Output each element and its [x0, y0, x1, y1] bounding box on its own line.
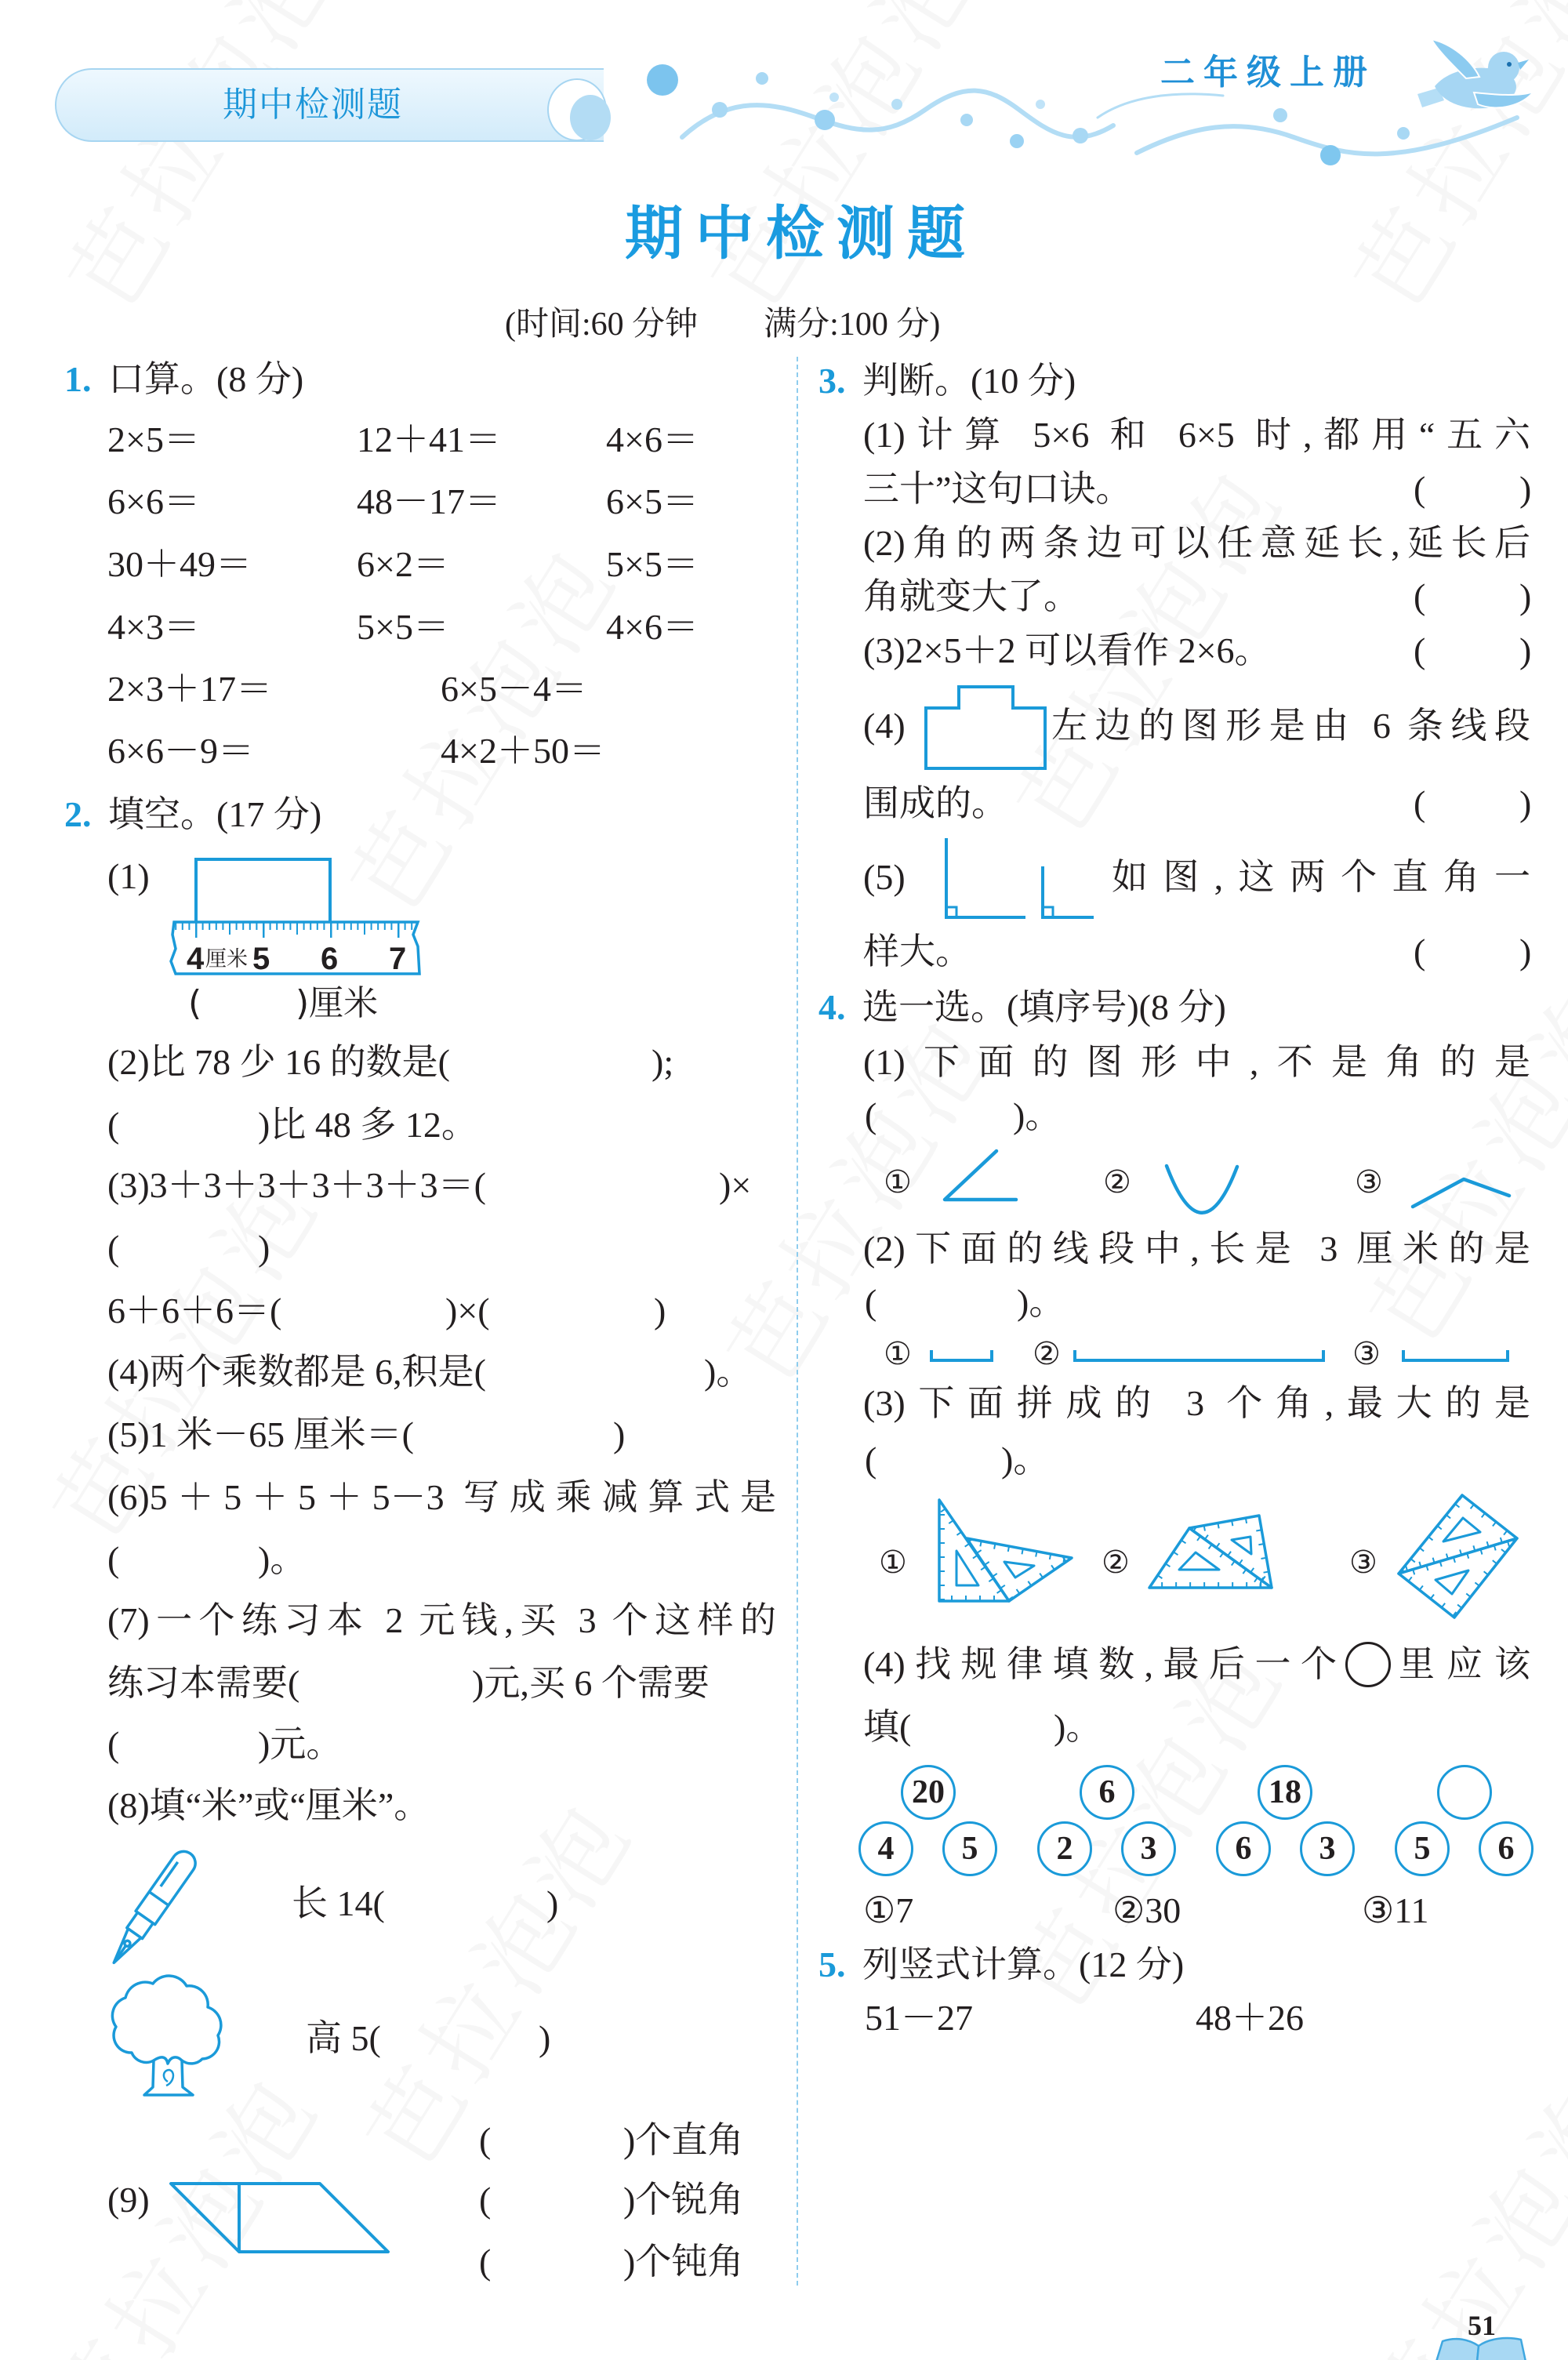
- calc-item: 6×6－9＝: [107, 731, 254, 771]
- q2-8-pen-text: 长 14(: [292, 1883, 385, 1923]
- q2-5-text: (5)1 米－65 厘米＝(: [107, 1414, 414, 1454]
- pattern-circle-right: 5: [942, 1821, 997, 1876]
- judge-close: ): [1519, 931, 1532, 971]
- ruler-label-5: 5: [252, 942, 270, 976]
- bird-icon: [1417, 39, 1534, 108]
- q4-2-answer-open: (: [865, 1282, 877, 1322]
- pattern-circle-left: 6: [1216, 1821, 1271, 1876]
- pattern-circle-top-empty: [1437, 1765, 1492, 1820]
- vertical-calc-problem: 48＋26: [1196, 1998, 1304, 2038]
- ruler-label-unit: 厘米: [205, 947, 248, 971]
- q2-9-row-obtuse-angle: )个钝角: [623, 2242, 744, 2282]
- blank-circle-icon: [1345, 1642, 1391, 1687]
- segment-short: [931, 1350, 992, 1360]
- q2-6-line1: (6)5＋5＋5＋5－3 写成乘减算式是: [107, 1477, 776, 1517]
- judge-close: ): [1519, 469, 1532, 509]
- calc-item: 30＋49＝: [107, 544, 252, 584]
- option-marker-3: ③: [1355, 1164, 1383, 1200]
- header-wave-decoration: [682, 91, 1517, 154]
- q2-7-line2: 练习本需要(: [107, 1663, 300, 1703]
- option-marker-1: ①: [884, 1164, 912, 1200]
- option-marker-2: ②: [1102, 1545, 1130, 1581]
- q2-1-answer-close: )厘米: [296, 983, 379, 1023]
- q2-7-line3-open: (: [107, 1724, 120, 1764]
- option-caret-shape: [1413, 1179, 1509, 1207]
- q3-1-line1: (1)计算 5×6 和 6×5 时,都用“五六: [863, 415, 1530, 455]
- q4-4-choice-1: ①7: [863, 1890, 914, 1930]
- set-square-combo-1: [939, 1500, 1072, 1601]
- option-marker-2: ②: [1103, 1164, 1131, 1200]
- q4-1-answer-open: (: [865, 1095, 877, 1135]
- segment-medium: [1403, 1350, 1508, 1360]
- ruler-label-4: 4: [187, 942, 205, 976]
- page-title: 期中检测题: [625, 200, 978, 267]
- q4-4-choice-3: ③11: [1362, 1890, 1429, 1930]
- judge-open: (: [1414, 931, 1426, 971]
- q2-6-line2-close: )。: [258, 1539, 307, 1579]
- q3-4-label: (4): [863, 706, 906, 746]
- q4-1-text: (1)下面的图形中,不是角的是: [863, 1042, 1530, 1082]
- right-angles-figure: [946, 838, 1094, 917]
- q3-4-line2: 围成的。: [863, 783, 1007, 823]
- set-square-combo-2: [1149, 1516, 1272, 1588]
- judge-close: ): [1519, 630, 1532, 670]
- q2-2-line2: )比 48 多 12。: [258, 1105, 477, 1145]
- segment-options-figure: [931, 1350, 1508, 1360]
- q2-6-line2-open: (: [107, 1539, 120, 1579]
- pattern-circle-top: 20: [901, 1765, 956, 1820]
- q4-4-text-b: 里应该: [1399, 1644, 1530, 1684]
- q2-2-line1: (2)比 78 少 16 的数是(: [107, 1042, 450, 1082]
- option-marker-1: ①: [879, 1545, 907, 1581]
- calc-item: 4×6＝: [606, 419, 699, 459]
- q2-9-label: (9): [107, 2180, 150, 2220]
- q4-4-answer-open: 填(: [863, 1707, 912, 1747]
- q2-3-line3-close: ): [654, 1291, 666, 1331]
- q2-2-line2-open: (: [107, 1105, 120, 1145]
- pattern-circle-right: 6: [1479, 1821, 1534, 1876]
- q3-5-line2: 样大。: [863, 931, 971, 971]
- section-5-heading: 列竖式计算。(12 分): [862, 1944, 1185, 1984]
- section-1-number: 1.: [64, 359, 92, 399]
- q2-9-row-open: (: [479, 2242, 492, 2282]
- pattern-circle-right: 3: [1121, 1821, 1176, 1876]
- calc-item: 5×5＝: [357, 607, 449, 647]
- calc-item: 6×2＝: [357, 544, 449, 584]
- q4-3-answer-close: )。: [1001, 1440, 1050, 1480]
- q2-3-line1: (3)3＋3＋3＋3＋3＋3＝(: [107, 1165, 486, 1205]
- pattern-circle-left: 2: [1037, 1821, 1092, 1876]
- q2-3-line2-close: ): [258, 1228, 270, 1268]
- q4-2-text: (2)下面的线段中,长是 3 厘米的是: [863, 1229, 1530, 1269]
- q2-4-text: (4)两个乘数都是 6,积是(: [107, 1352, 486, 1392]
- section-3-heading: 判断。(10 分): [862, 361, 1076, 401]
- exam-info: (时间:60 分钟 满分:100 分): [505, 307, 941, 343]
- ruler-label-6: 6: [321, 942, 339, 976]
- ruler-figure: [171, 859, 419, 976]
- q2-9-row-right-angle: )个直角: [623, 2120, 744, 2160]
- section-3-number: 3.: [818, 361, 846, 401]
- pen-icon: [104, 1847, 200, 1970]
- tree-icon: [112, 1976, 221, 2095]
- q3-4-text: 左边的图形是由 6 条线段: [1051, 706, 1530, 746]
- q2-3-line3-mid: )×(: [445, 1291, 490, 1331]
- q2-8-tree-text: 高 5(: [306, 2018, 381, 2058]
- pattern-circle-top: 18: [1258, 1765, 1312, 1820]
- q2-1-label: (1): [107, 856, 150, 896]
- step-shape-figure: [926, 687, 1045, 768]
- q4-4-text-a: (4)找规律填数,最后一个: [863, 1644, 1337, 1684]
- q2-9-row-open: (: [479, 2120, 492, 2160]
- header-tab-label: 期中检测题: [223, 85, 403, 125]
- judge-open: (: [1414, 630, 1426, 670]
- q2-8-tree-close: ): [539, 2018, 551, 2058]
- q2-3-line3: 6＋6＋6＝(: [107, 1291, 282, 1331]
- section-4-number: 4.: [818, 987, 846, 1027]
- option-marker-2: ②: [1033, 1336, 1061, 1372]
- calc-item: 4×3＝: [107, 607, 200, 647]
- q3-2-line2: 角就变大了。: [863, 576, 1080, 616]
- q2-9-row-acute-angle: )个锐角: [623, 2180, 744, 2220]
- q2-2-line1-close: );: [652, 1042, 674, 1082]
- calc-item: 4×2＋50＝: [441, 731, 605, 771]
- section-5-number: 5.: [818, 1944, 846, 1984]
- calc-item: 2×5＝: [107, 419, 200, 459]
- judge-close: ): [1519, 783, 1532, 823]
- calc-item: 6×5＝: [606, 481, 699, 521]
- q4-4-answer-close: )。: [1054, 1707, 1102, 1747]
- pattern-circle-left: 5: [1395, 1821, 1450, 1876]
- judge-open: (: [1414, 783, 1426, 823]
- q3-5-label: (5): [863, 857, 906, 897]
- calc-item: 12＋41＝: [357, 419, 501, 459]
- q2-7-line1: (7)一个练习本 2 元钱,买 3 个这样的: [107, 1600, 776, 1640]
- q2-9-row-open: (: [479, 2180, 492, 2220]
- pattern-circle-top: 6: [1080, 1765, 1134, 1820]
- judge-close: ): [1519, 576, 1532, 616]
- q2-3-line2-open: (: [107, 1228, 120, 1268]
- q4-2-answer-close: )。: [1017, 1282, 1065, 1322]
- option-angle-shape: [945, 1151, 1016, 1200]
- section-4-heading: 选一选。(填序号)(8 分): [862, 987, 1226, 1027]
- q3-1-line2: 三十”这句口诀。: [863, 469, 1132, 509]
- segment-long: [1075, 1350, 1323, 1360]
- angle-options-figure: [945, 1151, 1509, 1213]
- q4-4-choice-2: ②30: [1112, 1890, 1181, 1930]
- q2-4-close: )。: [704, 1352, 753, 1392]
- q2-5-close: ): [613, 1414, 626, 1454]
- calc-item: 2×3＋17＝: [107, 669, 272, 709]
- section-2-number: 2.: [64, 794, 92, 834]
- section-2-heading: 填空。(17 分): [108, 794, 322, 834]
- column-divider: [797, 357, 798, 2286]
- pattern-circle-left: 4: [858, 1821, 913, 1876]
- set-square-options-figure: [939, 1495, 1517, 1618]
- calc-item: 48－17＝: [357, 481, 501, 521]
- q4-3-answer-open: (: [865, 1440, 877, 1480]
- calc-item: 6×6＝: [107, 481, 200, 521]
- option-curve-shape: [1167, 1166, 1237, 1213]
- q4-1-answer-close: )。: [1013, 1095, 1062, 1135]
- q3-3-text: (3)2×5＋2 可以看作 2×6。: [863, 630, 1271, 670]
- q2-7-line2-close: )元,买 6 个需要: [472, 1663, 710, 1703]
- q2-7-line3-close: )元。: [258, 1724, 343, 1764]
- judge-open: (: [1414, 469, 1426, 509]
- option-marker-3: ③: [1352, 1336, 1381, 1372]
- option-marker-1: ①: [884, 1336, 912, 1372]
- q4-3-text: (3)下面拼成的 3 个角,最大的是: [863, 1383, 1530, 1423]
- calc-item: 4×6＝: [606, 607, 699, 647]
- set-square-combo-3: [1399, 1495, 1517, 1618]
- page-number: 51: [1468, 2310, 1496, 2341]
- ruler-label-7: 7: [389, 942, 407, 976]
- vertical-calc-problem: 51－27: [865, 1998, 973, 2038]
- pattern-circle-right: 3: [1300, 1821, 1355, 1876]
- calc-item: 6×5－4＝: [441, 669, 587, 709]
- q2-1-answer-open: (: [188, 983, 202, 1023]
- parallelogram-figure: [171, 2184, 388, 2252]
- q3-5-text: 如图,这两个直角一: [1112, 857, 1530, 897]
- q2-8-pen-close: ): [546, 1883, 559, 1923]
- q2-3-line1-close: )×: [719, 1165, 752, 1205]
- q3-2-line1: (2)角的两条边可以任意延长,延长后: [863, 523, 1530, 563]
- q2-8-text: (8)填“米”或“厘米”。: [107, 1785, 430, 1825]
- judge-open: (: [1414, 576, 1426, 616]
- grade-label: 二年级上册: [1160, 53, 1376, 92]
- calc-item: 5×5＝: [606, 544, 699, 584]
- section-1-heading: 口算。(8 分): [108, 359, 304, 399]
- option-marker-3: ③: [1349, 1545, 1377, 1581]
